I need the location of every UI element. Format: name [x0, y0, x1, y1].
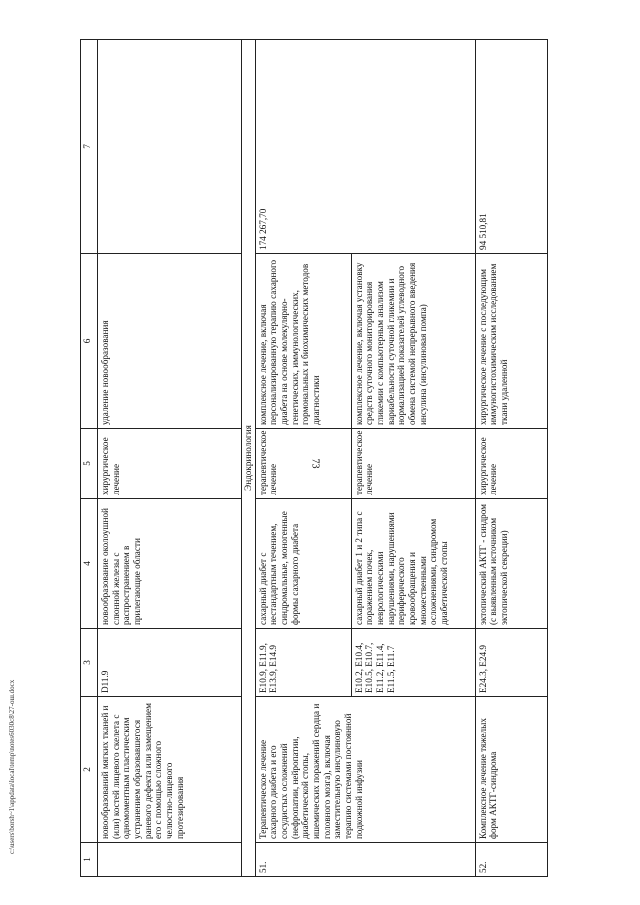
table-row: [98, 40, 242, 877]
row-number: 51.: [255, 843, 475, 877]
footer-file-path: c:\users\borsh~1\appdata\local\temp\notes6030c8\27-ош.docx: [8, 679, 16, 854]
treatment-type: терапевтическое лечение: [255, 429, 351, 499]
treatment-type: хирургическое лечение: [98, 429, 242, 499]
treatment-type: терапевтическое лечение: [351, 429, 475, 499]
price: 174 267,70: [255, 40, 475, 254]
icd-codes: D11.9: [98, 629, 242, 697]
section-row: [242, 40, 256, 877]
col-header-4: 4: [81, 499, 98, 629]
page-number: 73: [309, 458, 321, 469]
document-table-rotated: [80, 40, 611, 877]
price: 94 510,81: [475, 40, 547, 254]
patient-model: сахарный диабет с нестандартным течением, синдромальные, моногенные формы сахарного диабета: [255, 499, 351, 629]
row-number: [98, 843, 242, 877]
section-title: Эндокринология: [242, 40, 256, 877]
col-header-1: 1: [81, 843, 98, 877]
patient-model: новообразование околоушной слюнной железы с распространением в прилегающие области: [98, 499, 242, 629]
treatment-method: комплексное лечение, включая установку средств суточного мониторирования гликемии с компьютерным анализом вариабельности суточной гликемии и нормализацией показателей углеводного обмена системой непрерывного введения инсулина (инсулиновая помпа): [351, 254, 475, 429]
icd-codes: E10.9, E11.9, E13.9, E14.9: [255, 629, 351, 697]
col-header-2: 2: [81, 697, 98, 843]
treatment-method: удаление новообразования: [98, 254, 242, 429]
col-header-6: 6: [81, 254, 98, 429]
row-number: 52.: [475, 843, 547, 877]
icd-codes: E24.3, E24.9: [475, 629, 547, 697]
price: [98, 40, 242, 254]
service-name: Комплексное лечение тяжелых форм АКТГ-синдрома: [475, 697, 547, 843]
service-name: Терапевтическое лечение сахарного диабета и его сосудистых осложнений (нефропатии, нейропатии, диабетической стопы, ишемических поражений сердца и головного мозга), включая заместительную инсулиновую терапию системами постоянной подкожной инфузии: [255, 697, 475, 843]
services-table: [80, 39, 548, 877]
treatment-method: комплексное лечение, включая персонализированную терапию сахарного диабета на основе молекулярно-генетических, иммунологических, гормональных и биохимических методов диагностики: [255, 254, 351, 429]
col-header-5: 5: [81, 429, 98, 499]
col-header-7: 7: [81, 40, 98, 254]
patient-model: эктопический АКТГ - синдром (с выявленным источником эктопической секреции): [475, 499, 547, 629]
treatment-method: хирургическое лечение с последующим иммуногистохимическим исследованием ткани удаленной: [475, 254, 547, 429]
column-number-row: [81, 40, 98, 877]
treatment-type: хирургическое лечение: [475, 429, 547, 499]
col-header-3: 3: [81, 629, 98, 697]
patient-model: сахарный диабет 1 и 2 типа с поражением почек, неврологическими нарушениями, нарушениями периферического кровообращения и множественными осложнениями, синдромом диабетической стопы: [351, 499, 475, 629]
service-name: новообразований мягких тканей и (или) костей лицевого скелета с одномоментным пластическим устранением образовавшегося раневого дефекта или замещением его с помощью сложного челюстно-лицевого протезирования: [98, 697, 242, 843]
icd-codes: E10.2, E10.4, E10.5, E10.7, E11.2, E11.4, E11.5, E11.7: [351, 629, 475, 697]
table-row: [255, 40, 351, 877]
table-row: [475, 40, 547, 877]
